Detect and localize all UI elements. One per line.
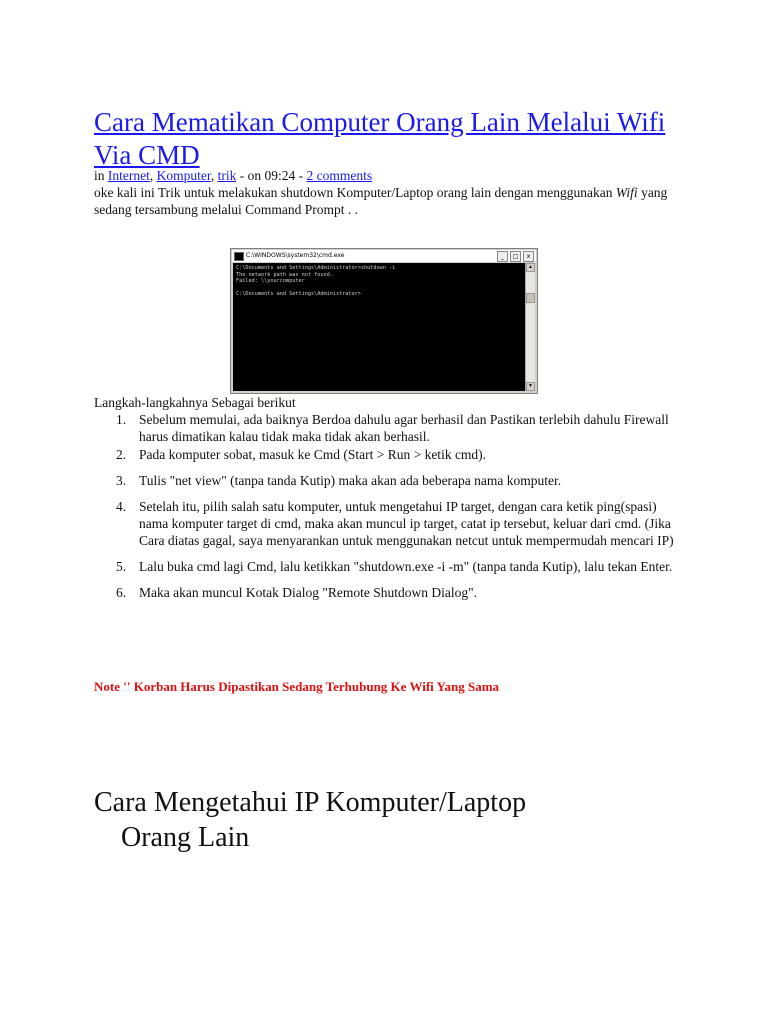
step-text: Lalu buka cmd lagi Cmd, lalu ketikkan "shutdown.exe -i -m" (tanpa tanda Kutip), lalu tekan Enter.	[139, 559, 673, 574]
section-heading-line1: Cara Mengetahui IP Komputer/Laptop	[94, 787, 527, 819]
list-item	[94, 584, 684, 601]
step-number: 4.	[116, 499, 127, 514]
cmd-titlebar	[232, 250, 536, 262]
section-heading-line2: Orang Lain	[121, 822, 250, 854]
step-number: 2.	[116, 447, 127, 462]
meta-time-prefix: - on	[239, 168, 262, 183]
post-meta: in Internet, Komputer, trik - on 09:24 - 2 comments	[94, 168, 373, 183]
step-text: Tulis "net view" (tanpa tanda Kutip) maka akan ada beberapa nama komputer.	[139, 473, 562, 488]
step-number: 5.	[116, 559, 127, 574]
list-item	[94, 498, 684, 549]
step-number: 6.	[116, 585, 127, 600]
cmd-line: The network path was not found.	[236, 271, 333, 278]
intro-text-after: yang sedang tersambung melalui Command Prompt . .	[94, 185, 668, 217]
label-link-internet[interactable]: Internet	[107, 168, 150, 183]
cmd-line: Failed: \\yourcomputer	[236, 278, 305, 284]
cmd-title: C:\WINDOWS\system32\cmd.exe	[246, 252, 345, 259]
step-text: Sebelum memulai, ada baiknya Berdoa dahulu agar berhasil dan Pastikan terlebih dahulu Firewall harus dimatikan kalau tidak maka tidak akan berhasil.	[139, 412, 669, 444]
cmd-line: C:\Documents and Settings\Administrator>shutdown -i	[236, 265, 396, 271]
list-item	[94, 558, 684, 575]
post-time: 09:24	[264, 168, 296, 183]
scroll-up-icon: ▲	[526, 263, 535, 272]
scroll-down-icon: ▼	[526, 382, 535, 391]
steps-list	[94, 411, 684, 601]
meta-prefix: in	[94, 168, 105, 183]
label-link-komputer[interactable]: Komputer	[156, 168, 211, 183]
post-title	[94, 106, 694, 172]
step-text: Setelah itu, pilih salah satu komputer, untuk mengetahui IP target, dengan cara ketik ping(spasi) nama komputer target di cmd, maka akan muncul ip target, catat ip tersebut, keluar dari cmd. (Jika Cara diatas gagal, saya menyarankan untuk menggunakan netcut untuk mempermudah mencari IP)	[139, 499, 674, 548]
cmd-scrollbar	[525, 263, 535, 391]
cmd-window-controls	[497, 251, 534, 262]
cmd-line: C:\Documents and Settings\Administrator>	[236, 291, 361, 297]
post-title-link[interactable]: Cara Mematikan Computer Orang Lain Melalui Wifi Via CMD	[94, 107, 666, 171]
list-item	[94, 472, 684, 489]
step-text: Maka akan muncul Kotak Dialog "Remote Shutdown Dialog".	[139, 585, 477, 600]
step-number: 1.	[116, 412, 127, 427]
cmd-console	[233, 263, 527, 391]
close-icon: x	[523, 251, 534, 262]
list-item	[94, 446, 684, 463]
section-heading	[94, 785, 694, 855]
intro-paragraph	[94, 184, 684, 218]
step-text: Pada komputer sobat, masuk ke Cmd (Start > Run > ketik cmd).	[139, 447, 487, 462]
cmd-icon	[234, 252, 244, 261]
label-link-trik[interactable]: trik	[217, 168, 237, 183]
list-item	[94, 411, 684, 445]
maximize-icon: □	[510, 251, 521, 262]
comments-link[interactable]: 2 comments	[306, 168, 373, 183]
minimize-icon: _	[497, 251, 508, 262]
intro-emphasis: Wifi	[615, 185, 638, 200]
cmd-window-image	[230, 248, 538, 394]
warning-note: Note '' Korban Harus Dipastikan Sedang Terhubung Ke Wifi Yang Sama	[94, 679, 500, 694]
scroll-thumb	[526, 293, 535, 303]
step-number: 3.	[116, 473, 127, 488]
steps-heading: Langkah-langkahnya Sebagai berikut	[94, 395, 296, 410]
intro-text-before: oke kali ini Trik untuk melakukan shutdown Komputer/Laptop orang lain dengan menggunakan	[94, 185, 613, 200]
